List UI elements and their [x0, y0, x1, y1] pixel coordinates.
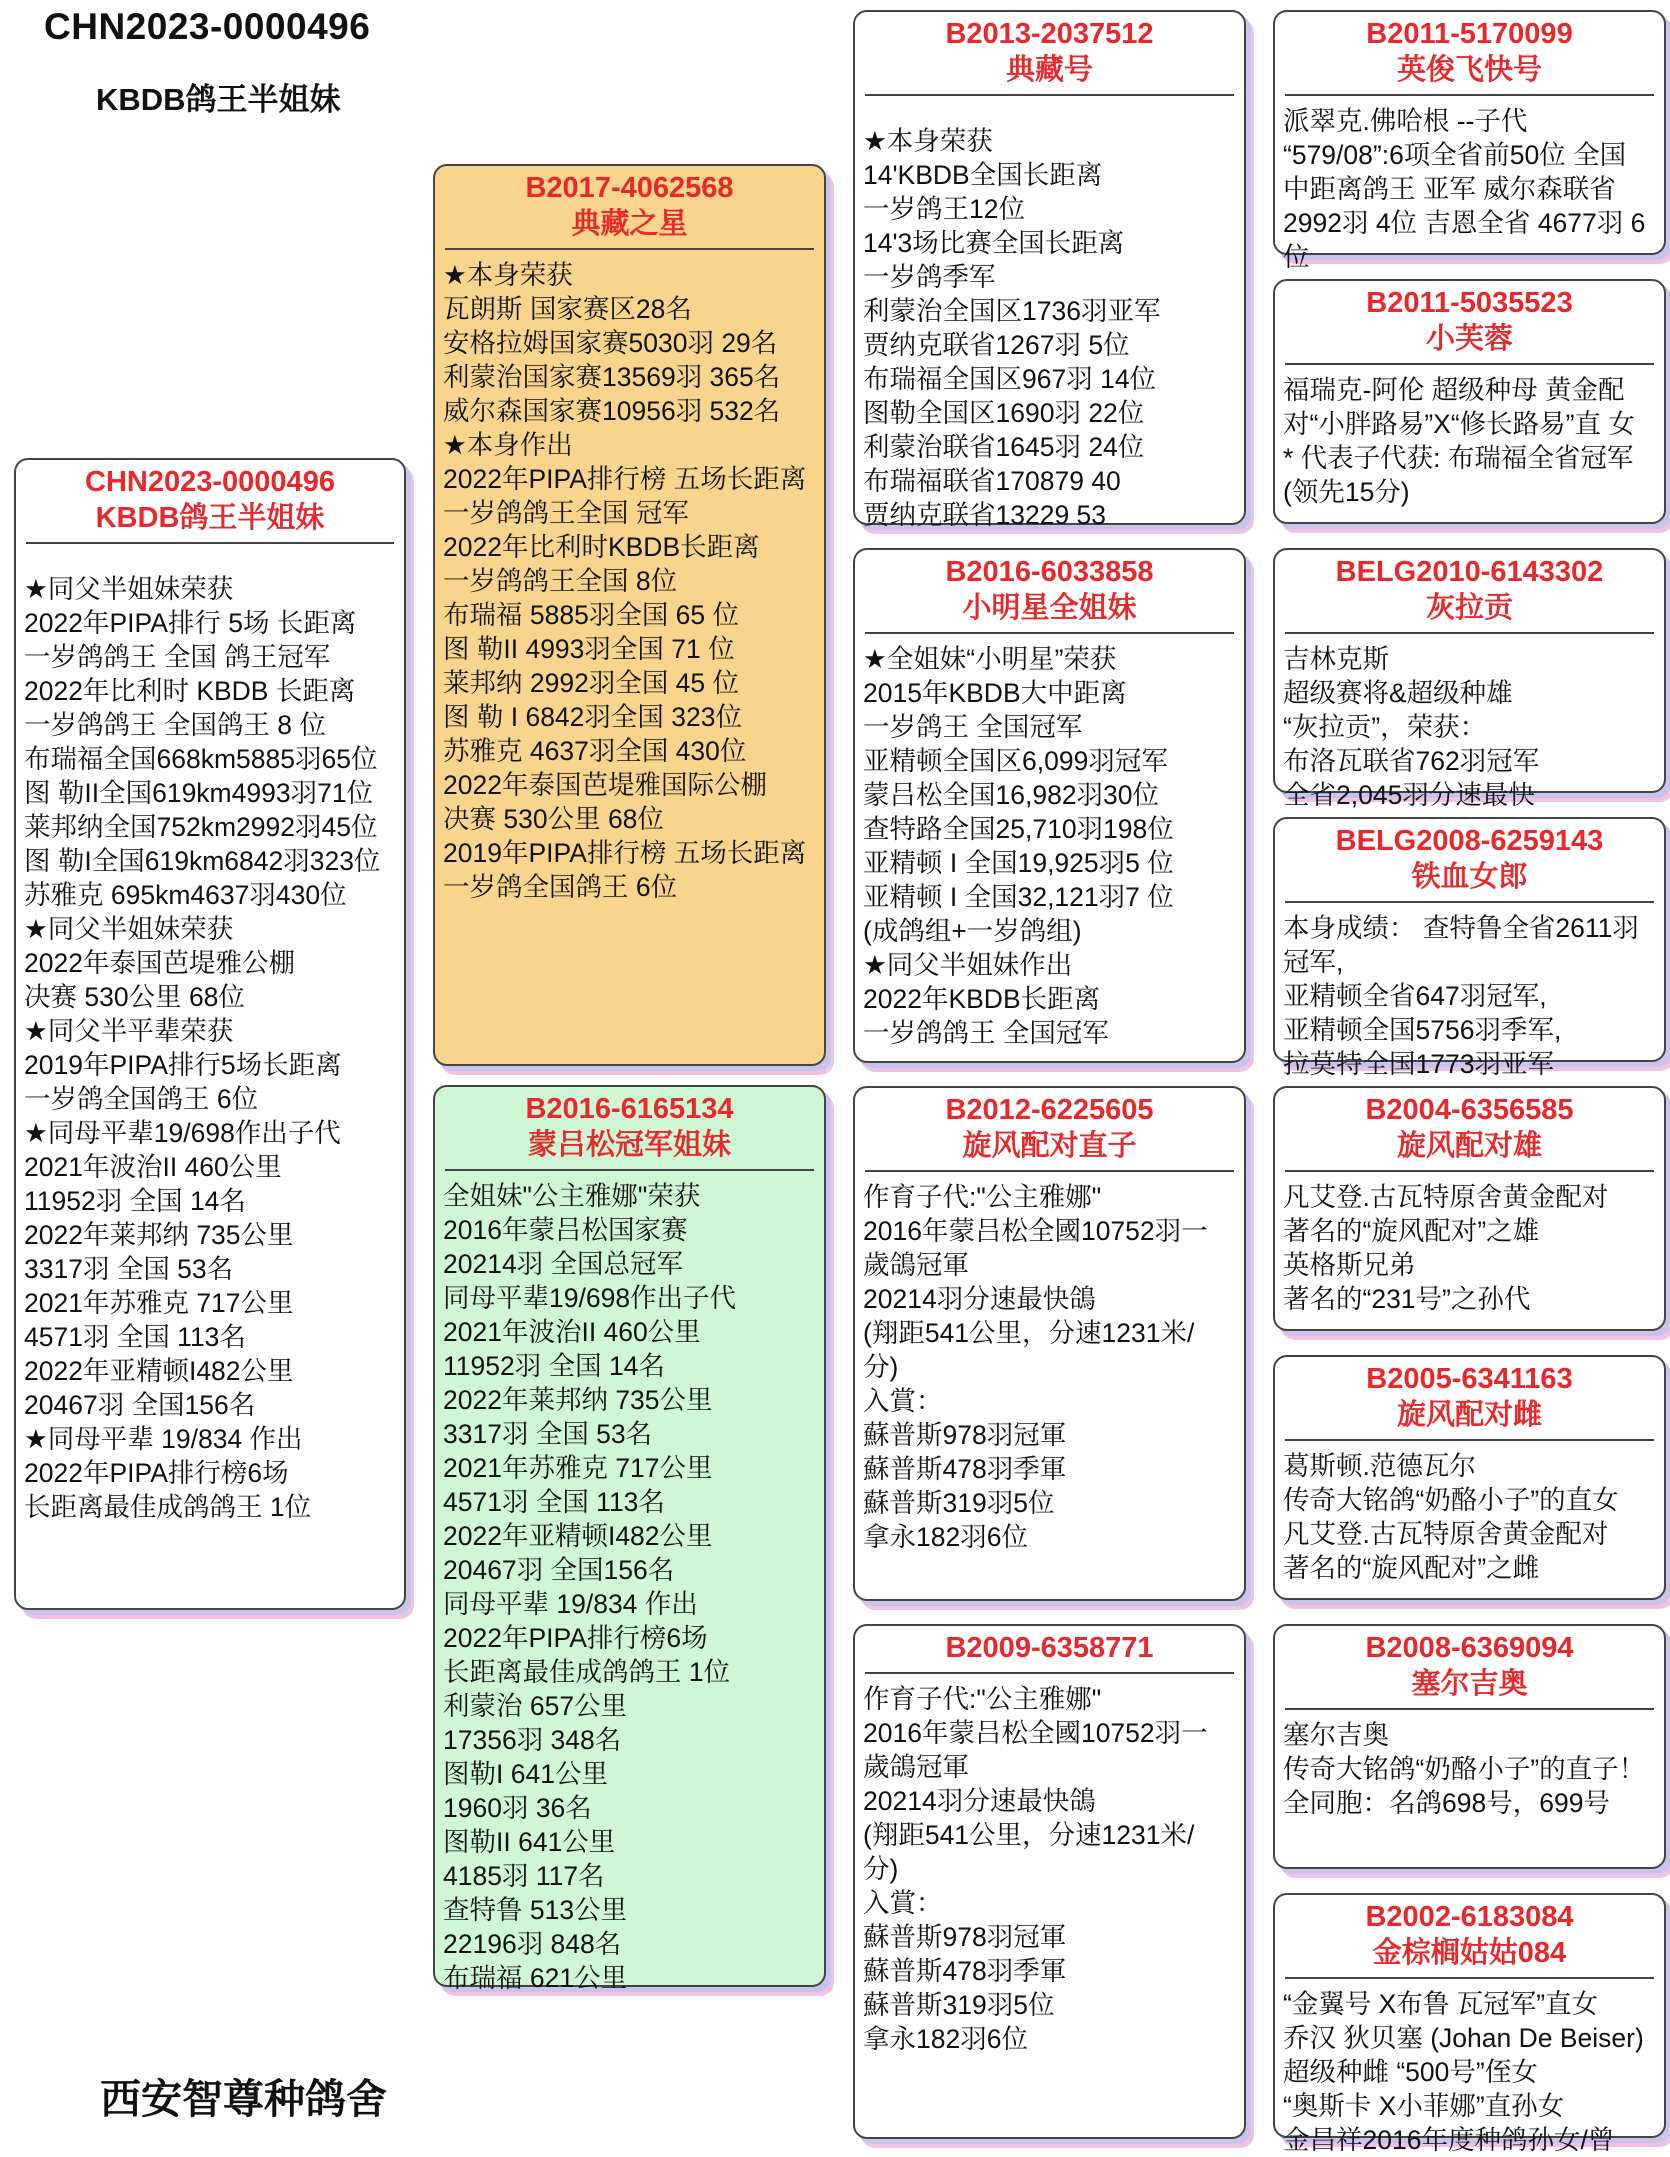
record-line: 冠军, [1283, 947, 1344, 977]
record-line: 吉林克斯 [1283, 644, 1389, 674]
record-line: 中距离鸽王 亚军 威尔森联省 [1283, 174, 1616, 204]
ggp-ring: BELG2008-6259143 [1335, 825, 1604, 857]
divider [865, 94, 1234, 96]
record-line: 图 勒II 4993羽全国 71 位 [443, 634, 735, 664]
record-line: 对“小胖路易”X“修长路易”直 女 [1283, 409, 1635, 439]
record-line: ★全姐妹“小明星”荣获 [863, 644, 1117, 674]
record-line: 2016年蒙吕松全國10752羽一 [863, 1718, 1208, 1748]
card-body [1275, 104, 1664, 274]
gp-ring: B2009-6358771 [945, 1632, 1154, 1664]
divider [1285, 1708, 1654, 1710]
record-line: ★同父半姐妹作出 [863, 950, 1073, 980]
record-line: 分) [863, 1352, 899, 1382]
record-line: 长距离最佳成鸽鸽王 1位 [24, 1492, 312, 1522]
record-line: 利蒙治国家赛13569羽 365名 [443, 362, 781, 392]
record-line: 歲鴿冠軍 [863, 1752, 969, 1782]
divider [1285, 1977, 1654, 1979]
card-body [1275, 642, 1664, 812]
record-line: 2019年PIPA排行5场长距离 [24, 1050, 342, 1080]
record-line: (领先15分) [1283, 477, 1410, 507]
record-line: 蘇普斯319羽5位 [863, 1990, 1055, 2020]
ggp-card-7 [1273, 1624, 1666, 1869]
record-line: 入賞： [863, 1386, 943, 1416]
record-line: 一岁鸽季军 [863, 262, 996, 292]
record-line: 2021年波治II 460公里 [443, 1317, 701, 1347]
record-line: 莱邦纳 2992羽全国 45 位 [443, 668, 740, 698]
ggp-name: 小芙蓉 [1425, 323, 1513, 355]
record-line: 布洛瓦联省762羽冠军 [1283, 746, 1540, 776]
divider [865, 1170, 1234, 1172]
record-line: ★同父半姐妹荣获 [24, 914, 234, 944]
record-line: 一岁鸽鸽王全国 8位 [443, 566, 678, 596]
record-line: 亚精顿全省647羽冠军, [1283, 981, 1547, 1011]
record-line: 同母平辈19/698作出子代 [443, 1283, 737, 1313]
record-line: 蘇普斯478羽季軍 [863, 1454, 1067, 1484]
record-line: 2016年蒙吕松国家赛 [443, 1215, 688, 1245]
ggp-ring: B2008-6369094 [1365, 1632, 1574, 1664]
divider [865, 1672, 1234, 1674]
record-line: 3317羽 全国 53名 [443, 1419, 653, 1449]
record-line: 传奇大铭鸽“奶酪小子”的直女 [1283, 1485, 1619, 1515]
record-line: 乔汉 狄贝塞 (Johan De Beiser) [1283, 2023, 1644, 2053]
record-line: 亚精顿 I 全国19,925羽5 位 [863, 848, 1174, 878]
ggp-name: 金棕榈姑姑084 [1372, 1937, 1567, 1969]
record-line: 利蒙治 657公里 [443, 1691, 628, 1721]
record-line: 超级种雌 “500号”侄女 [1283, 2057, 1538, 2087]
record-line: 同母平辈 19/834 作出 [443, 1589, 698, 1619]
divider [1285, 632, 1654, 634]
record-line: 亚精顿全国5756羽季军, [1283, 1015, 1562, 1045]
record-line: 2992羽 4位 吉恩全省 4677羽 6 [1283, 208, 1646, 238]
record-line: 17356羽 348名 [443, 1725, 622, 1755]
ggp-name: 铁血女郎 [1411, 861, 1528, 893]
record-line: 图 勒II全国619km4993羽71位 [24, 778, 374, 808]
granddam-maternal-card [853, 1624, 1246, 2139]
record-line: 作育子代:"公主雅娜" [863, 1182, 1102, 1212]
record-line: 查特鲁 513公里 [443, 1895, 628, 1925]
record-line: 本身成绩： 查特鲁全省2611羽 [1283, 913, 1639, 943]
record-line: 一岁鸽鸽王全国 冠军 [443, 498, 689, 528]
subject-card [14, 458, 406, 1610]
record-line: 2022年KBDB长距离 [863, 984, 1101, 1014]
record-line: 2022年比利时KBDB长距离 [443, 532, 760, 562]
granddam-paternal-card [853, 548, 1246, 1063]
record-line: 贾纳克联省13229 53 [863, 500, 1107, 530]
record-line: 4571羽 全国 113名 [443, 1487, 665, 1517]
divider [445, 248, 814, 250]
record-line: 一岁鸽鸽王 全国鸽王 8 位 [24, 710, 326, 740]
record-line: 著名的“231号”之孙代 [1283, 1284, 1531, 1314]
loft-name: 西安智尊种鸽舍 [100, 2076, 387, 2122]
ggp-card-5 [1273, 1086, 1666, 1331]
record-line: 20214羽分速最快鴿 [863, 1786, 1096, 1816]
ggp-ring: B2002-6183084 [1365, 1901, 1574, 1933]
card-body [855, 104, 1244, 532]
record-line: 3317羽 全国 53名 [24, 1254, 234, 1284]
card-body [1275, 1987, 1664, 2157]
card-body [1275, 911, 1664, 1081]
record-line: 分) [863, 1854, 899, 1884]
card-body [435, 1179, 824, 1995]
gp-ring: B2013-2037512 [945, 18, 1154, 50]
record-line: 拿永182羽6位 [863, 1522, 1028, 1552]
divider [1285, 1170, 1654, 1172]
record-line: 一岁鸽鸽王 全国冠军 [863, 1018, 1109, 1048]
sire-name: 典藏之星 [571, 208, 688, 240]
record-line: 长距离最佳成鸽鸽王 1位 [443, 1657, 731, 1687]
record-line: 图 勒 I 6842羽全国 323位 [443, 702, 742, 732]
record-line: 1960羽 36名 [443, 1793, 592, 1823]
ggp-name: 旋风配对雄 [1396, 1130, 1542, 1162]
ggp-name: 英俊飞快号 [1396, 54, 1542, 86]
record-line: 决赛 530公里 68位 [443, 804, 664, 834]
record-line: ★本身荣获 [443, 260, 573, 290]
record-line: 2022年PIPA排行榜 五场长距离 [443, 464, 807, 494]
record-line: 拉莫特全国1773羽亚军 [1283, 1049, 1554, 1079]
ggp-card-6 [1273, 1355, 1666, 1600]
ggp-ring: B2005-6341163 [1366, 1363, 1573, 1395]
divider [1285, 363, 1654, 365]
record-line: 布瑞福全国668km5885羽65位 [24, 744, 378, 774]
card-body [1275, 1180, 1664, 1316]
record-line: 2022年亚精顿I482公里 [443, 1521, 713, 1551]
gp-name: 小明星全姐妹 [962, 592, 1137, 624]
record-line: 2021年波治II 460公里 [24, 1152, 282, 1182]
record-line: ★同母平辈19/698作出子代 [24, 1118, 341, 1148]
record-line: 11952羽 全国 14名 [24, 1186, 246, 1216]
record-line: 蒙吕松全国16,982羽30位 [863, 780, 1160, 810]
record-line: 葛斯顿.范德瓦尔 [1283, 1451, 1476, 1481]
record-line: “奥斯卡 X小菲娜”直孙女 [1283, 2091, 1565, 2121]
record-line: 全同胞：名鸽698号，699号 [1283, 1788, 1610, 1818]
sire-card [433, 164, 826, 1066]
card-body [1275, 1449, 1664, 1585]
subject-ring: CHN2023-0000496 [85, 466, 335, 498]
ggp-card-1 [1273, 10, 1666, 272]
record-line: 福瑞克-阿伦 超级种母 黄金配 [1283, 375, 1625, 405]
record-line: 一岁鸽全国鸽王 6位 [24, 1084, 259, 1114]
pedigree-title: KBDB鸽王半姐妹 [96, 82, 341, 117]
record-line: 作育子代:"公主雅娜" [863, 1684, 1102, 1714]
dam-ring: B2016-6165134 [525, 1093, 734, 1125]
divider [1285, 94, 1654, 96]
record-line: 凡艾登.古瓦特原舍黄金配对 [1283, 1519, 1609, 1549]
ggp-card-4 [1273, 817, 1666, 1079]
record-line: 14'KBDB全国长距离 [863, 160, 1103, 190]
record-line: 贾纳克联省1267羽 5位 [863, 330, 1130, 360]
record-line: 安格拉姆国家赛5030羽 29名 [443, 328, 778, 358]
gp-name: 旋风配对直子 [962, 1130, 1137, 1162]
record-line: 布瑞福全国区967羽 14位 [863, 364, 1157, 394]
record-line: 著名的“旋风配对”之雌 [1283, 1553, 1540, 1583]
record-line: 布瑞福 621公里 [443, 1963, 628, 1993]
record-line: 2015年KBDB大中距离 [863, 678, 1127, 708]
record-line: (翔距541公里，分速1231米/ [863, 1820, 1195, 1850]
record-line: * 代表子代获: 布瑞福全省冠军 [1283, 443, 1634, 473]
record-line: 利蒙治联省1645羽 24位 [863, 432, 1145, 462]
gp-ring: B2016-6033858 [945, 556, 1154, 588]
pedigree-ring-number: CHN2023-0000496 [44, 6, 371, 47]
record-line: 2019年PIPA排行榜 五场长距离 [443, 838, 807, 868]
record-line: ★同父半姐妹荣获 [24, 574, 234, 604]
record-line: 2022年PIPA排行榜6场 [443, 1623, 708, 1653]
divider [445, 1169, 814, 1171]
card-body [1275, 373, 1664, 509]
record-line: 凡艾登.古瓦特原舍黄金配对 [1283, 1182, 1609, 1212]
record-line: 入賞： [863, 1888, 943, 1918]
grandsire-maternal-card [853, 1086, 1246, 1601]
dam-name: 蒙吕松冠军姐妹 [527, 1129, 731, 1161]
record-line: 布瑞福 5885羽全国 65 位 [443, 600, 740, 630]
record-line: 图 勒I全国619km6842羽323位 [24, 846, 381, 876]
divider [1285, 901, 1654, 903]
record-line: 2021年苏雅克 717公里 [24, 1288, 294, 1318]
record-line: 2022年莱邦纳 735公里 [24, 1220, 294, 1250]
divider [1285, 1439, 1654, 1441]
grandsire-paternal-card [853, 10, 1246, 530]
record-line: 位 [1283, 242, 1310, 272]
record-line: 20214羽分速最快鴿 [863, 1284, 1096, 1314]
record-line: 查特路全国25,710羽198位 [863, 814, 1174, 844]
record-line: 2022年亚精顿I482公里 [24, 1356, 294, 1386]
record-line: 14'3场比赛全国长距离 [863, 228, 1125, 258]
record-line: 塞尔吉奥 [1283, 1720, 1389, 1750]
record-line: “579/08”:6项全省前50位 全国 [1283, 140, 1627, 170]
record-line: 一岁鸽鸽王 全国 鸽王冠军 [24, 642, 331, 672]
record-line: 4185羽 117名 [443, 1861, 605, 1891]
record-line: 2022年比利时 KBDB 长距离 [24, 676, 356, 706]
ggp-name: 塞尔吉奥 [1411, 1668, 1528, 1700]
record-line: 20467羽 全国156名 [443, 1555, 675, 1585]
ggp-card-3 [1273, 548, 1666, 810]
record-line: 威尔森国家赛10956羽 532名 [443, 396, 781, 426]
record-line: 2022年PIPA排行 5场 长距离 [24, 608, 357, 638]
record-line: 利蒙治全国区1736羽亚军 [863, 296, 1161, 326]
record-line: 2022年PIPA排行榜6场 [24, 1458, 289, 1488]
record-line: 蘇普斯319羽5位 [863, 1488, 1055, 1518]
dam-card [433, 1085, 826, 1993]
divider [26, 542, 394, 544]
gp-name: 典藏号 [1005, 54, 1093, 86]
record-line: 莱邦纳全国752km2992羽45位 [24, 812, 378, 842]
card-body [1275, 1718, 1664, 1820]
record-line: ★同母平辈 19/834 作出 [24, 1424, 303, 1454]
record-line: 蘇普斯978羽冠軍 [863, 1922, 1067, 1952]
card-body [16, 552, 404, 1524]
card-body [855, 1682, 1244, 2056]
record-line: 亚精顿全国区6,099羽冠军 [863, 746, 1168, 776]
card-body [435, 258, 824, 904]
record-line: 20467羽 全国156名 [24, 1390, 256, 1420]
subject-name: KBDB鸽王半姐妹 [95, 502, 325, 534]
record-line: 布瑞福联省170879 40 [863, 466, 1121, 496]
spacer [24, 552, 396, 572]
record-line: 派翠克.佛哈根 --子代 [1283, 106, 1528, 136]
record-line: 苏雅克 695km4637羽430位 [24, 880, 347, 910]
card-body [855, 1180, 1244, 1554]
record-line: 蘇普斯978羽冠軍 [863, 1420, 1067, 1450]
record-line: 图勒II 641公里 [443, 1827, 616, 1857]
gp-ring: B2012-6225605 [945, 1094, 1154, 1126]
record-line: 亚精顿 I 全国32,121羽7 位 [863, 882, 1174, 912]
record-line: 2021年苏雅克 717公里 [443, 1453, 713, 1483]
record-line: 一岁鸽王12位 [863, 194, 1025, 224]
ggp-card-8 [1273, 1893, 1666, 2155]
record-line: 著名的“旋风配对”之雄 [1283, 1216, 1540, 1246]
record-line: 4571羽 全国 113名 [24, 1322, 246, 1352]
record-line: 全姐妹"公主雅娜"荣获 [443, 1181, 701, 1211]
record-line: 英格斯兄弟 [1283, 1250, 1416, 1280]
card-body [855, 642, 1244, 1050]
record-line: (翔距541公里，分速1231米/ [863, 1318, 1195, 1348]
ggp-ring: B2011-5170099 [1366, 18, 1573, 50]
record-line: 2022年泰国芭堤雅国际公棚 [443, 770, 767, 800]
record-line: 苏雅克 4637羽全国 430位 [443, 736, 747, 766]
record-line: 金昌祥2016年度种鸽孙女/曾 [1283, 2125, 1615, 2155]
spacer [863, 104, 1236, 124]
record-line: 歲鴿冠軍 [863, 1250, 969, 1280]
record-line: ★本身荣获 [863, 126, 993, 156]
record-line: 一岁鸽全国鸽王 6位 [443, 872, 678, 902]
record-line: “金翼号 X布鲁 瓦冠军”直女 [1283, 1989, 1599, 2019]
record-line: 11952羽 全国 14名 [443, 1351, 665, 1381]
ggp-ring: BELG2010-6143302 [1335, 556, 1604, 588]
ggp-ring: B2011-5035523 [1366, 287, 1573, 319]
record-line: 瓦朗斯 国家赛区28名 [443, 294, 692, 324]
record-line: (成鸽组+一岁鸽组) [863, 916, 1082, 946]
record-line: 图勒全国区1690羽 22位 [863, 398, 1145, 428]
record-line: 一岁鸽王 全国冠军 [863, 712, 1083, 742]
record-line: 全省2,045羽分速最快 [1283, 780, 1535, 810]
record-line: 2022年莱邦纳 735公里 [443, 1385, 713, 1415]
record-line: ★本身作出 [443, 430, 573, 460]
record-line: 决赛 530公里 68位 [24, 982, 245, 1012]
record-line: ★同父半平辈荣获 [24, 1016, 234, 1046]
record-line: 22196羽 848名 [443, 1929, 622, 1959]
ggp-name: 旋风配对雌 [1396, 1399, 1542, 1431]
ggp-card-2 [1273, 279, 1666, 524]
record-line: 2016年蒙吕松全國10752羽一 [863, 1216, 1208, 1246]
record-line: 20214羽 全国总冠军 [443, 1249, 684, 1279]
divider [865, 632, 1234, 634]
record-line: 拿永182羽6位 [863, 2024, 1028, 2054]
record-line: 传奇大铭鸽“奶酪小子”的直子！ [1283, 1754, 1646, 1784]
record-line: 超级赛将&超级种雄 [1283, 678, 1513, 708]
sire-ring: B2017-4062568 [525, 172, 734, 204]
record-line: 蘇普斯478羽季軍 [863, 1956, 1067, 1986]
record-line: “灰拉贡”，荣获： [1283, 712, 1487, 742]
record-line: 图勒I 641公里 [443, 1759, 608, 1789]
record-line: 2022年泰国芭堤雅公棚 [24, 948, 295, 978]
ggp-ring: B2004-6356585 [1365, 1094, 1574, 1126]
ggp-name: 灰拉贡 [1425, 592, 1513, 624]
